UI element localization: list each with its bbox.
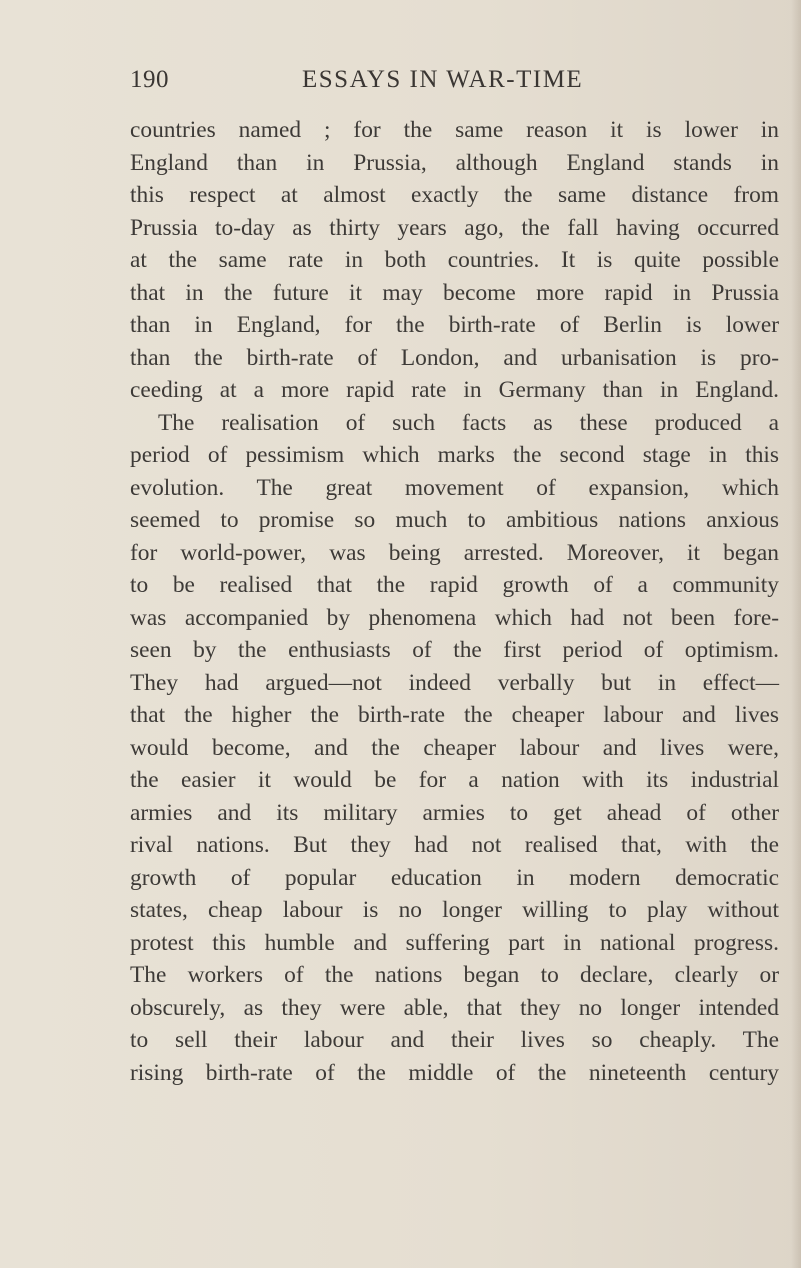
text-line: growth of popular education in modern democratic	[130, 864, 779, 891]
text-line: seen by the enthusiasts of the first period of optimism.	[130, 637, 779, 663]
text-line: to sell their labour and their lives so cheaply. The	[130, 1027, 779, 1053]
text-line: to be realised that the rapid growth of a community	[130, 572, 779, 598]
text-line: that the higher the birth-rate the cheaper labour and lives	[130, 702, 779, 728]
text-line: rival nations. But they had not realised that, with the	[130, 832, 779, 858]
text-line: seemed to promise so much to ambitious nations anxious	[130, 507, 779, 533]
text-line: than in England, for the birth-rate of Berlin is lower	[130, 312, 779, 338]
text-line: rising birth-rate of the middle of the nineteenth century	[130, 1059, 779, 1086]
text-line: evolution. The great movement of expansion, which	[130, 474, 779, 501]
text-line: the easier it would be for a nation with its industrial	[130, 767, 779, 793]
text-line: for world-power, was being arrested. Moreover, it began	[130, 539, 779, 566]
text-line: that in the future it may become more rapid in Prussia	[130, 279, 779, 306]
text-line: ceeding at a more rapid rate in Germany than in England.	[130, 377, 779, 403]
text-line: They had argued—not indeed verbally but in effect—	[130, 669, 779, 696]
text-line: at the same rate in both countries. It is quite possible	[130, 247, 779, 273]
text-line: was accompanied by phenomena which had not been fore-	[130, 604, 779, 631]
text-line: would become, and the cheaper labour and lives were,	[130, 734, 779, 761]
text-line: obscurely, as they were able, that they no longer intended	[130, 994, 779, 1021]
page-number: 190	[130, 66, 169, 93]
text-line: protest this humble and suffering part in national progress.	[130, 929, 779, 956]
text-line: England than in Prussia, although England stands in	[130, 149, 779, 176]
text-line: states, cheap labour is no longer willing to play without	[130, 897, 779, 923]
running-title: ESSAYS IN WAR-TIME	[302, 66, 584, 93]
text-line: Prussia to-day as thirty years ago, the fall having occurred	[130, 214, 779, 241]
text-line: period of pessimism which marks the second stage in this	[130, 442, 779, 468]
body-text	[130, 114, 779, 1089]
page-edge-shadow	[791, 0, 801, 1268]
paragraph-start-line: The realisation of such facts as these produced a	[158, 409, 779, 436]
text-line: than the birth-rate of London, and urbanisation is pro-	[130, 344, 779, 371]
text-line: The workers of the nations began to declare, clearly or	[130, 962, 779, 988]
page-header	[130, 66, 779, 102]
text-line: countries named ; for the same reason it is lower in	[130, 117, 779, 143]
text-line: this respect at almost exactly the same distance from	[130, 182, 779, 208]
text-line: armies and its military armies to get ahead of other	[130, 799, 779, 826]
